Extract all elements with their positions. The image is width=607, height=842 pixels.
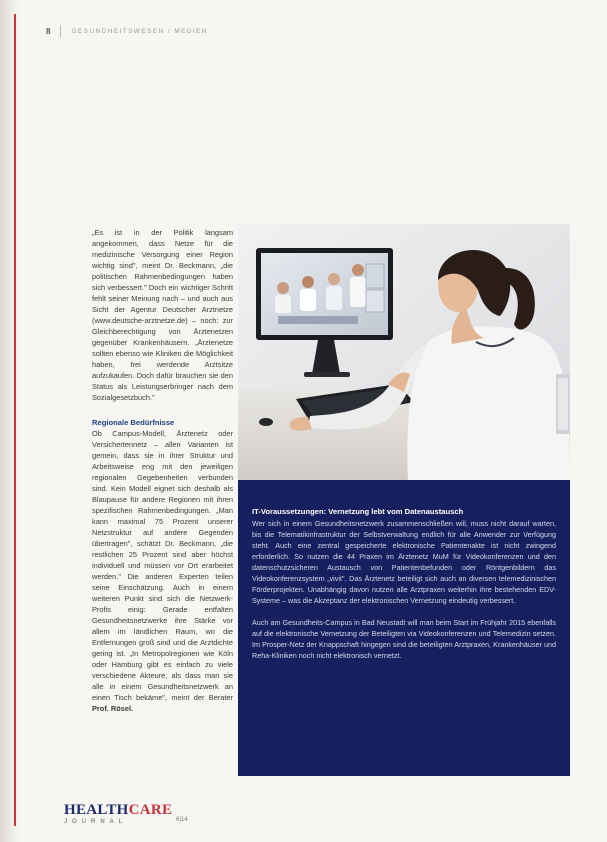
issue-reference: 6|14 <box>176 817 188 823</box>
article-paragraph <box>92 428 233 714</box>
section-title: GESUNDHEITSWESEN / MEDIEN <box>71 27 208 35</box>
running-header <box>46 24 208 38</box>
header-divider <box>60 25 61 37</box>
section-heading: Regionale Bedürfnisse <box>92 418 175 427</box>
info-box-title: IT-Voraussetzungen: Vernetzung lebt vom Datenaustausch <box>252 507 464 516</box>
it-info-box <box>238 480 570 776</box>
info-box-paragraph: Wer sich in einem Gesundheitsnetzwerk zusammenschließen will, muss nicht darauf warten, bis die Telematikinfrastruktur der Selbstverwaltung endlich für alle Anwender zur Verfügung steht. Auch eine zentral gespeicherte elektronische Patientenakte ist nicht zwingend erforderlich. So nutzen die 44 Praxen im Ärztenetz MuM für Videokonferenzen und den datenschutzsicheren Austausch von Patientenbefunden oder Röntgenbildern das Videokonferenzsystem „vivit". Das Ärztenetz beteiligt sich auch an diversen telemedizinischen Förderprojekten. Unabhängig davon nutzen alle Arztpraxen weiterhin ihre bestehenden EDV-Systeme – was die Akzeptanz der elektronischen Vernetzung eindeutig verbessert. <box>252 519 556 605</box>
logo-health: HEALTH <box>64 802 129 818</box>
logo-journal: JOURNAL <box>64 819 128 825</box>
page-gutter-shadow <box>0 0 20 842</box>
page-number: 8 <box>46 26 51 36</box>
article-signoff: Prof. Rösel. <box>92 704 134 713</box>
doctor-at-computer-photo <box>238 224 570 480</box>
info-box-paragraph: Auch am Gesundheits-Campus in Bad Neustadt will man beim Start im Frühjahr 2015 ebenfalls auf die elektronische Vernetzung der Beteiligten via Videokonferenzen und Telemedizin setzen. Im Prosper-Netz der Knappschaft hingegen sind die beteiligten Arztpraxen, Krankenhäuser und Reha-Kliniken noch nicht elektronisch vernetzt. <box>252 618 556 660</box>
page-margin-rule <box>14 14 16 826</box>
healthcare-journal-logo <box>64 803 172 825</box>
photo-illustration <box>238 224 570 480</box>
logo-care: CARE <box>128 802 173 818</box>
article-paragraph: „Es ist in der Politik langsam angekommen, dass Netze für die medizinische Versorgung einer Region wichtig sind", meint Dr. Beckmann, „die politischen Rahmenbedingungen haben sich verbessert." Doch ein wichtiger Schritt fehlt seiner Meinung nach – und auch aus Sicht der Agentur Deutscher Arztnetze (www.deutsche-arztnetze.de) – noch: zur Gleichberechtigung von Ärztenetzen gegenüber Krankenhäusern. „Ärztenetze sollten ebenso wie Kliniken die Möglichkeit haben, frei werdende Arztsitze aufzukaufen. Doch dafür brauchen sie den Status als Leistungserbringer nach dem Sozialgesetzbuch." <box>92 228 233 402</box>
article-column <box>92 227 233 714</box>
article-paragraph-text: Ob Campus-Modell, Ärztenetz oder Versichertennetz – allen Varianten ist gemein, dass sie in ihrer Struktur und Arbeitsweise eng mit den jeweiligen regionalen Gegebenheiten verbunden sind. Kein Modell eignet sich deshalb als Blaupause für andere Regionen mit ihren spezifischen Rahmenbedingungen. „Man kann maximal 75 Prozent unserer Netzstruktur auf andere Gegenden übertragen", schätzt Dr. Beckmann, „die restlichen 25 Prozent sind aber höchst individuell und müssen vor Ort erarbeitet werden." Die anderen Experten teilen seine Einschätzung. Auch in einem weiteren Punkt sind sich die Netzwerk-Profis einig: Gerade entfalten Gesundheitsnetzwerke ihre Stärke vor allem im ländlichen Raum, wo die Entfernungen groß sind und die Arztdichte gering ist. „In Metropolregionen wie Köln oder Hamburg gibt es einfach zu viele verschiedene Akteure, als dass man sie alle in einem Gesundheitsnetzwerk an einen Tisch bekäme", meint der Berater <box>92 429 233 702</box>
